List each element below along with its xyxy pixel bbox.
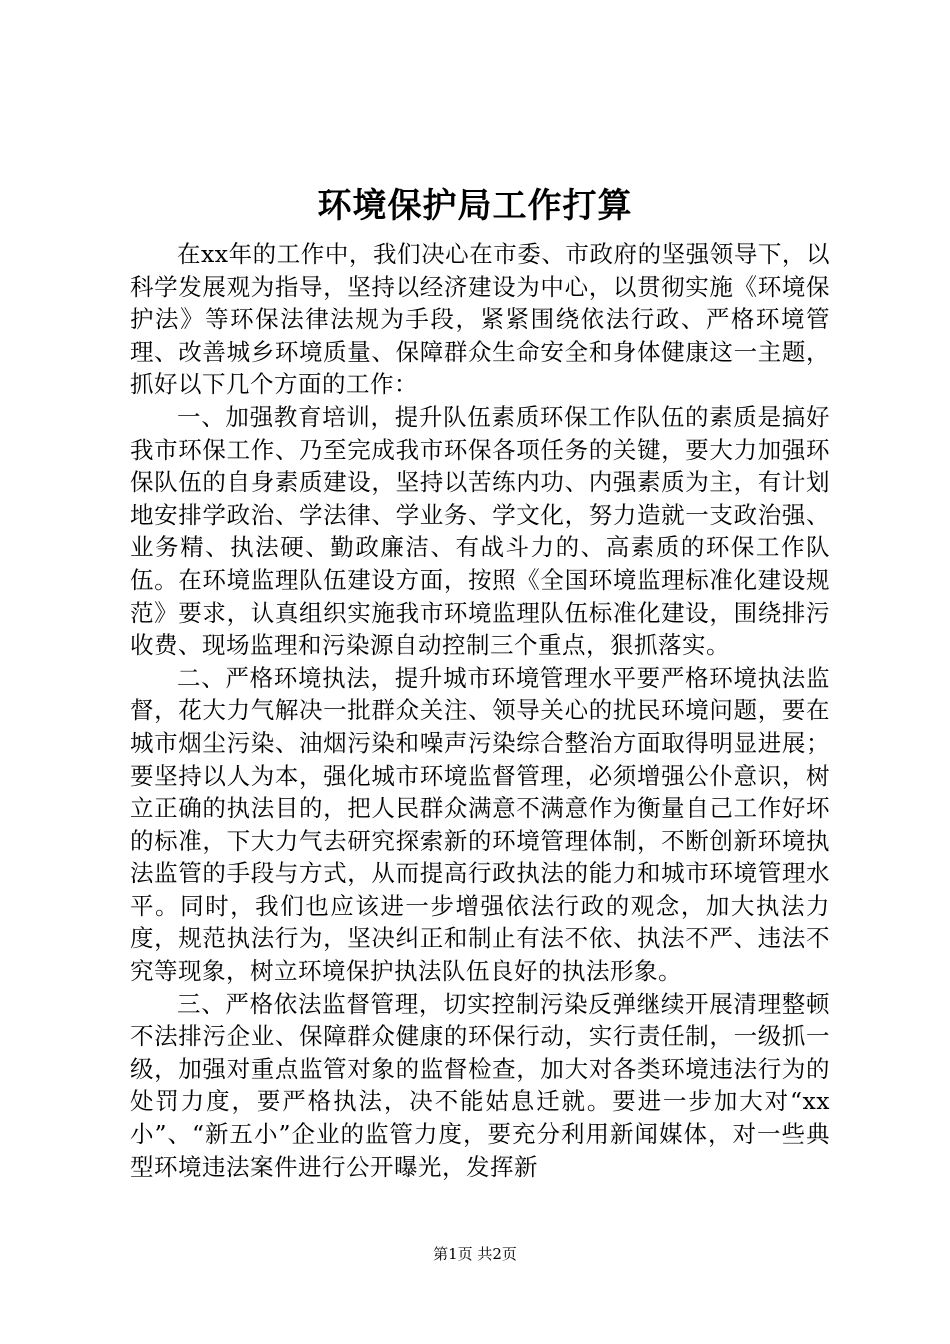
paragraph-section-2: 二、严格环境执法，提升城市环境管理水平要严格环境执法监督，花大力气解决一批群众关注、领导关心的扰民环境问题，要在城市烟尘污染、油烟污染和噪声污染综合整治方面取得明显进展；要坚持以人为本，强化城市环境监督管理，必须增强公仆意识，树立正确的执法目的，把人民群众满意不满意作为衡量自己工作好坏的标准，下大力气去研究探索新的环境管理体制，不断创新环境执法监管的手段与方式，从而提高行政执法的能力和城市环境管理水平。同时，我们也应该进一步增强依法行政的观念，加大执法力度，规范执法行为，坚决纠正和制止有法不依、执法不严、违法不究等现象，树立环境保护执法队伍良好的执法形象。: [130, 663, 830, 986]
page-number-footer: 第1页 共2页: [433, 1245, 517, 1263]
paragraph-section-1: 一、加强教育培训，提升队伍素质环保工作队伍的素质是搞好我市环保工作、乃至完成我市环保各项任务的关键，要大力加强环保队伍的自身素质建设，坚持以苦练内功、内强素质为主，有计划地安排学政治、学法律、学业务、学文化，努力造就一支政治强、业务精、执法硬、勤政廉洁、有战斗力的、高素质的环保工作队伍。在环境监理队伍建设方面，按照《全国环境监理标准化建设规范》要求，认真组织实施我市环境监理队伍标准化建设，围绕排污收费、现场监理和污染源自动控制三个重点，狠抓落实。: [130, 402, 830, 660]
document-title: 环境保护局工作打算: [317, 186, 633, 226]
paragraph-intro: 在xx年的工作中，我们决心在市委、市政府的坚强领导下，以科学发展观为指导，坚持以经济建设为中心，以贯彻实施《环境保护法》等环保法律法规为手段，紧紧围绕依法行政、严格环境管理、改善城乡环境质量、保障群众生命安全和身体健康这一主题，抓好以下几个方面的工作：: [130, 240, 830, 399]
paragraph-section-3: 三、严格依法监督管理，切实控制污染反弹继续开展清理整顿不法排污企业、保障群众健康的环保行动，实行责任制，一级抓一级，加强对重点监管对象的监督检查，加大对各类环境违法行为的处罚力度，要严格执法，决不能姑息迁就。要进一步加大对“xx小”、“新五小”企业的监管力度，要充分利用新闻媒体，对一些典型环境违法案件进行公开曝光，发挥新: [130, 989, 830, 1181]
document-body: [130, 238, 830, 1183]
